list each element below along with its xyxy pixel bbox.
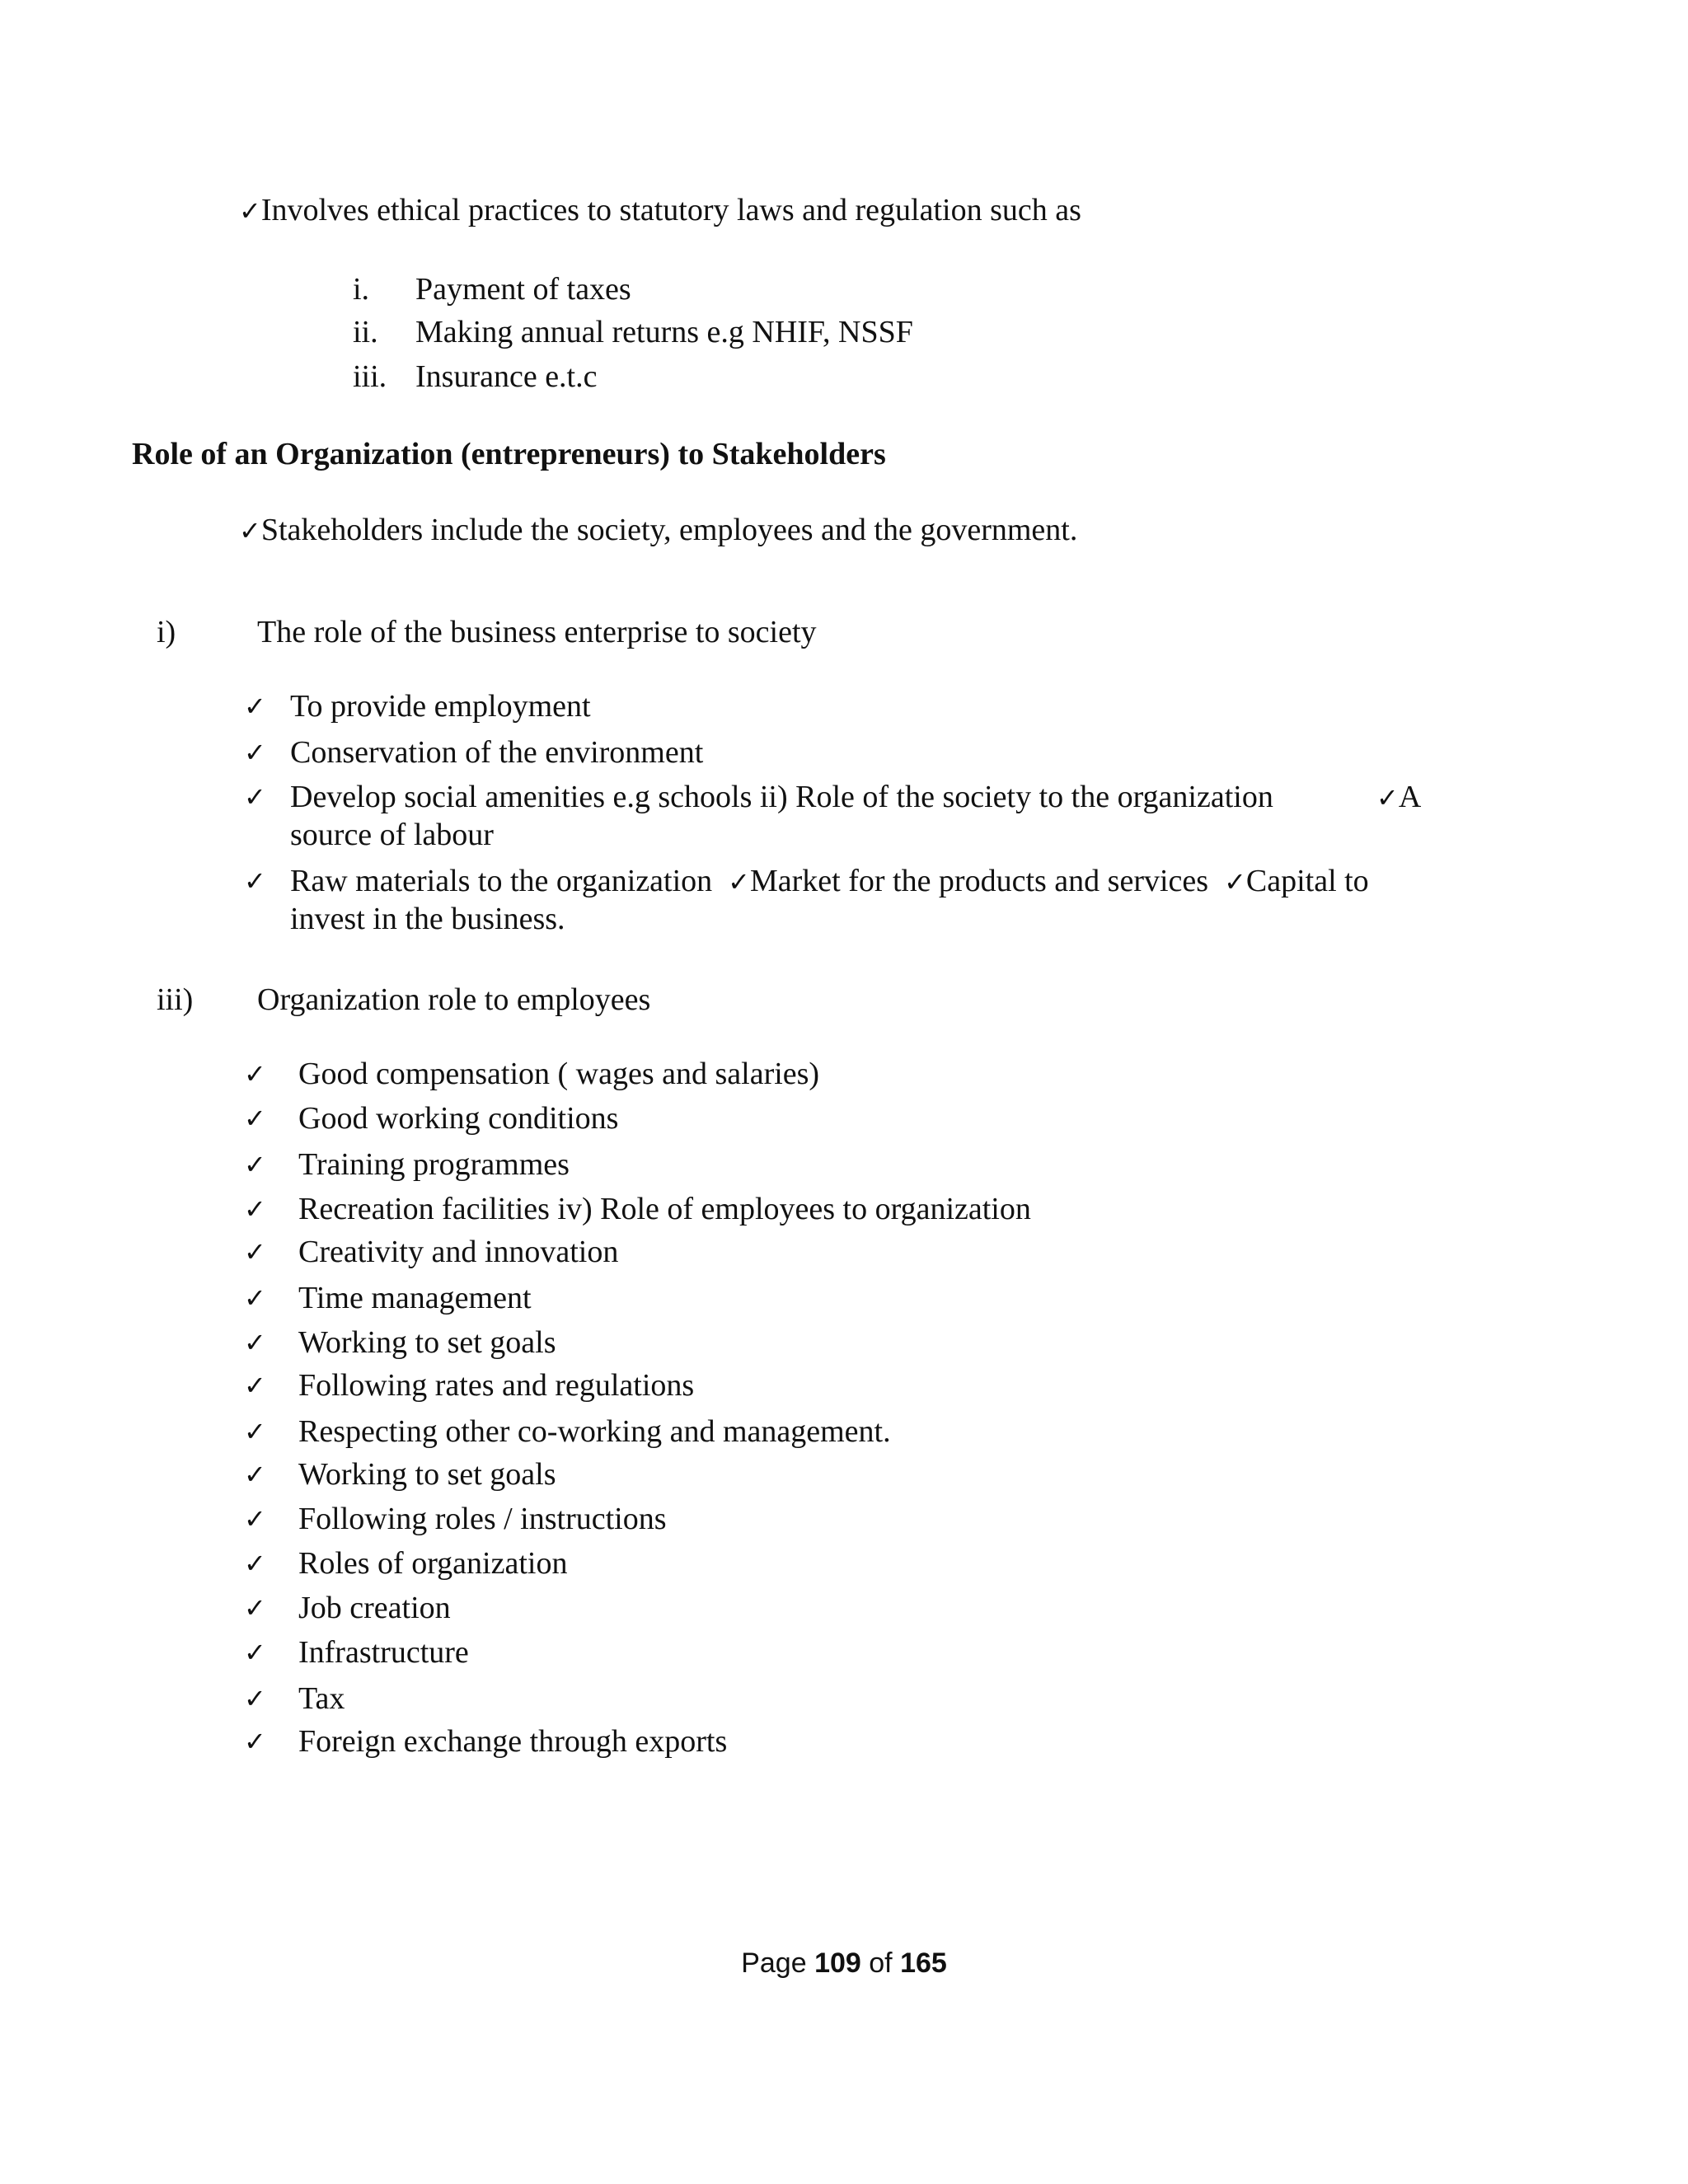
- list-item: Develop social amenities e.g schools ii) Role of the society to the organization: [290, 780, 1273, 814]
- list-item: To provide employment: [290, 689, 591, 724]
- numbered-item-number: i.: [353, 272, 370, 307]
- list-item: Working to set goals: [298, 1457, 556, 1492]
- list-item: Respecting other co-working and management.: [298, 1414, 891, 1449]
- list-item: Creativity and innovation: [298, 1235, 619, 1269]
- check-mark-icon: ✓: [1224, 866, 1246, 898]
- check-mark-icon: ✓: [244, 1637, 266, 1668]
- list-item: Job creation: [298, 1591, 451, 1625]
- check-mark-icon: ✓: [244, 1416, 266, 1447]
- check-mark-icon: ✓: [244, 1327, 266, 1358]
- list-item: Training programmes: [298, 1147, 570, 1182]
- check-mark-icon: ✓: [244, 781, 266, 813]
- check-mark-icon: ✓: [244, 1503, 266, 1535]
- part-title: Organization role to employees: [257, 982, 651, 1017]
- intro-check-line: ✓Involves ethical practices to statutory laws and regulation such as: [239, 193, 1081, 227]
- check-mark-icon: ✓: [244, 1193, 266, 1225]
- numbered-item-text: Payment of taxes: [415, 272, 631, 307]
- inline-check-item: ✓A: [1376, 780, 1422, 814]
- numbered-item-text: Making annual returns e.g NHIF, NSSF: [415, 315, 913, 349]
- list-item: Foreign exchange through exports: [298, 1724, 728, 1759]
- list-item: Working to set goals: [298, 1325, 556, 1360]
- check-mark-icon: ✓: [244, 1282, 266, 1314]
- list-item: Following rates and regulations: [298, 1368, 695, 1403]
- footer-total-pages: 165: [900, 1947, 947, 1979]
- stakeholders-line: ✓Stakeholders include the society, employees and the government.: [239, 513, 1078, 547]
- footer-page-word: Page: [741, 1947, 807, 1979]
- check-mark-icon: ✓: [728, 866, 750, 898]
- check-mark-icon: ✓: [244, 865, 266, 897]
- footer-page-number: 109: [814, 1947, 861, 1979]
- list-item: Good compensation ( wages and salaries): [298, 1057, 820, 1091]
- check-mark-icon: ✓: [244, 1459, 266, 1490]
- list-item: Tax: [298, 1681, 345, 1716]
- list-item-continuation: invest in the business.: [290, 902, 565, 936]
- footer-of-word: of: [869, 1947, 893, 1979]
- list-item: Following roles / instructions: [298, 1502, 667, 1536]
- numbered-item-text: Insurance e.t.c: [415, 359, 598, 394]
- check-mark-icon: ✓: [244, 1103, 266, 1134]
- check-mark-icon: ✓: [244, 1236, 266, 1268]
- part-number: iii): [157, 982, 194, 1017]
- check-mark-icon: ✓: [244, 737, 266, 768]
- part-number: i): [157, 615, 176, 649]
- check-mark-icon: ✓: [244, 1149, 266, 1180]
- numbered-item-number: ii.: [353, 315, 378, 349]
- section-heading: Role of an Organization (entrepreneurs) to Stakeholders: [132, 437, 886, 471]
- list-item: Roles of organization: [298, 1546, 568, 1581]
- check-mark-icon: ✓: [244, 1370, 266, 1401]
- check-mark-icon: ✓: [244, 1726, 266, 1757]
- check-mark-icon: ✓: [244, 1058, 266, 1090]
- page-footer: [0, 1945, 1688, 1981]
- numbered-item-number: iii.: [353, 359, 387, 394]
- list-item: Infrastructure: [298, 1635, 469, 1670]
- check-mark-icon: ✓: [1376, 782, 1399, 813]
- check-mark-icon: ✓: [244, 1548, 266, 1579]
- check-mark-icon: ✓: [239, 195, 261, 227]
- list-item: Time management: [298, 1281, 532, 1315]
- part-title: The role of the business enterprise to society: [257, 615, 817, 649]
- list-item: Recreation facilities iv) Role of employees to organization: [298, 1192, 1031, 1226]
- list-item: Good working conditions: [298, 1101, 619, 1136]
- list-item: Conservation of the environment: [290, 735, 704, 770]
- list-item-continuation: source of labour: [290, 818, 494, 852]
- check-mark-icon: ✓: [239, 515, 261, 546]
- check-mark-icon: ✓: [244, 691, 266, 722]
- list-item: Raw materials to the organization ✓Market for the products and services ✓Capital to: [290, 864, 1369, 898]
- check-mark-icon: ✓: [244, 1683, 266, 1714]
- check-mark-icon: ✓: [244, 1592, 266, 1624]
